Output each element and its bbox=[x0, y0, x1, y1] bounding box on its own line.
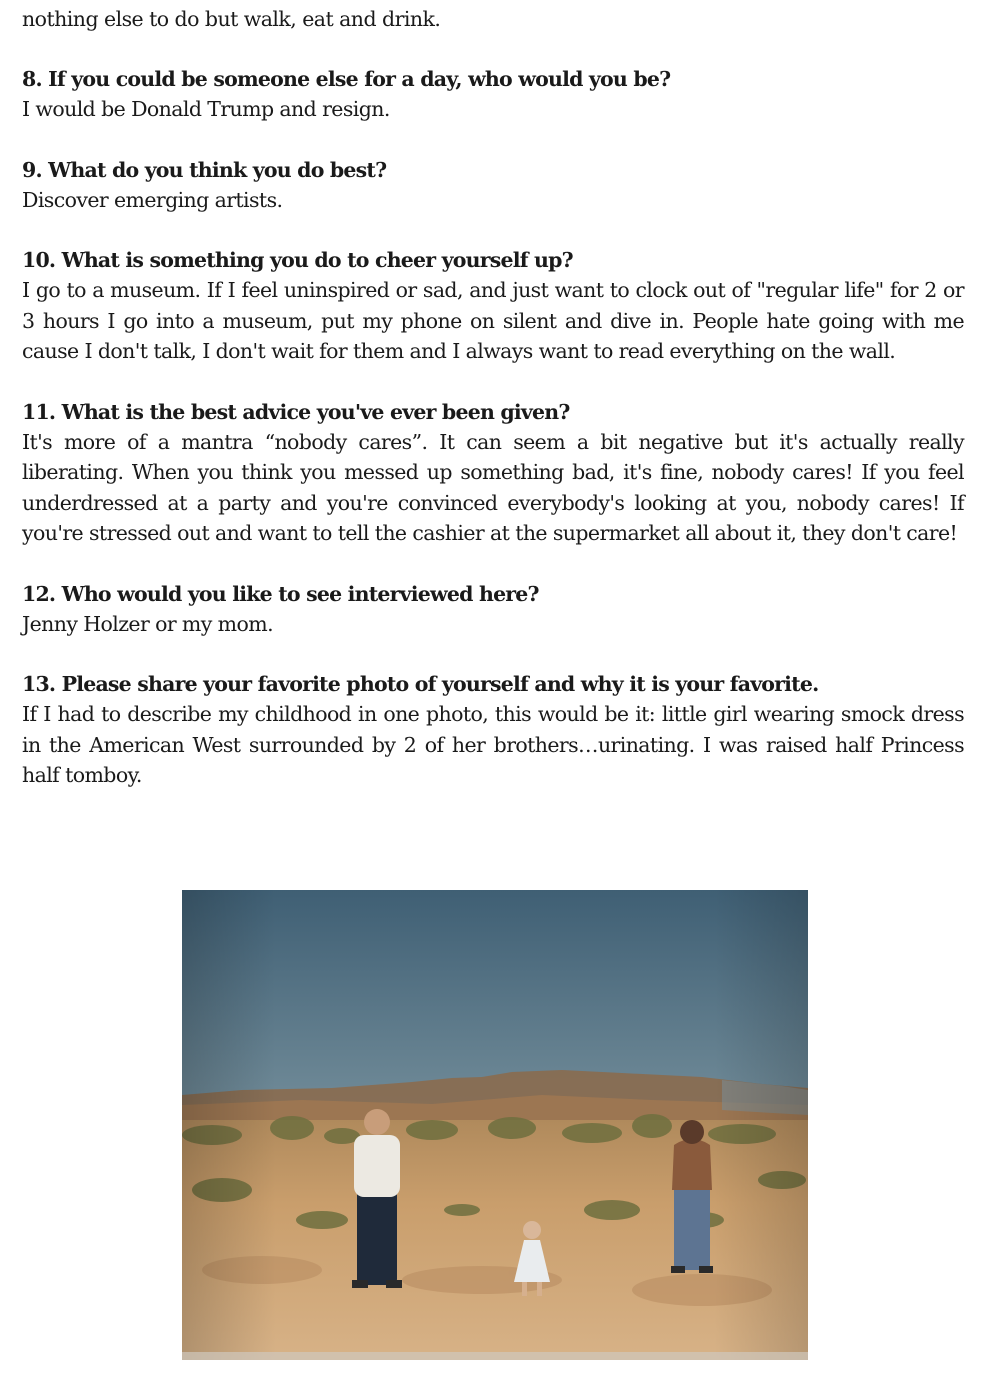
qa-item-13 bbox=[22, 669, 964, 791]
answer: I go to a museum. If I feel uninspired or sad, and just want to clock out of "regular life" for 2 or 3 hours I go into a museum, put my phone on silent and dive in. People hate going with me cause I don't talk, I don't wait for them and I always want to read everything on the wall. bbox=[22, 278, 964, 363]
qa-item-10 bbox=[22, 245, 964, 367]
lead-text: nothing else to do but walk, eat and drink. bbox=[22, 7, 441, 31]
answer: Discover emerging artists. bbox=[22, 187, 283, 212]
question: 9. What do you think you do best? bbox=[22, 157, 387, 182]
answer: I would be Donald Trump and resign. bbox=[22, 97, 390, 121]
desert-photo-illustration bbox=[182, 890, 808, 1360]
qa-item-9 bbox=[22, 155, 964, 216]
qa-item-12 bbox=[22, 579, 964, 640]
document-page bbox=[22, 0, 964, 791]
answer: It's more of a mantra “nobody cares”. It can seem a bit negative but it's actually really liberating. When you think you messed up something bad, it's fine, nobody cares! If you feel underdressed at a party and you're convinced everybody's looking at you, nobody cares! If you're stressed out and want to tell the cashier at the supermarket all about it, they don't care! bbox=[22, 429, 964, 545]
childhood-photo bbox=[182, 890, 808, 1360]
answer: Jenny Holzer or my mom. bbox=[22, 611, 274, 636]
qa-item-11 bbox=[22, 397, 964, 549]
question: 12. Who would you like to see interviewed here? bbox=[22, 581, 539, 606]
question: 10. What is something you do to cheer yourself up? bbox=[22, 248, 573, 272]
answer: If I had to describe my childhood in one photo, this would be it: little girl wearing smock dress in the American West surrounded by 2 of her brothers…urinating. I was raised half Princess half tomboy. bbox=[22, 702, 964, 787]
question: 13. Please share your favorite photo of yourself and why it is your favorite. bbox=[22, 672, 819, 696]
question: 11. What is the best advice you've ever been given? bbox=[22, 399, 570, 424]
question: 8. If you could be someone else for a day, who would you be? bbox=[22, 67, 671, 91]
qa-item-8 bbox=[22, 64, 964, 125]
